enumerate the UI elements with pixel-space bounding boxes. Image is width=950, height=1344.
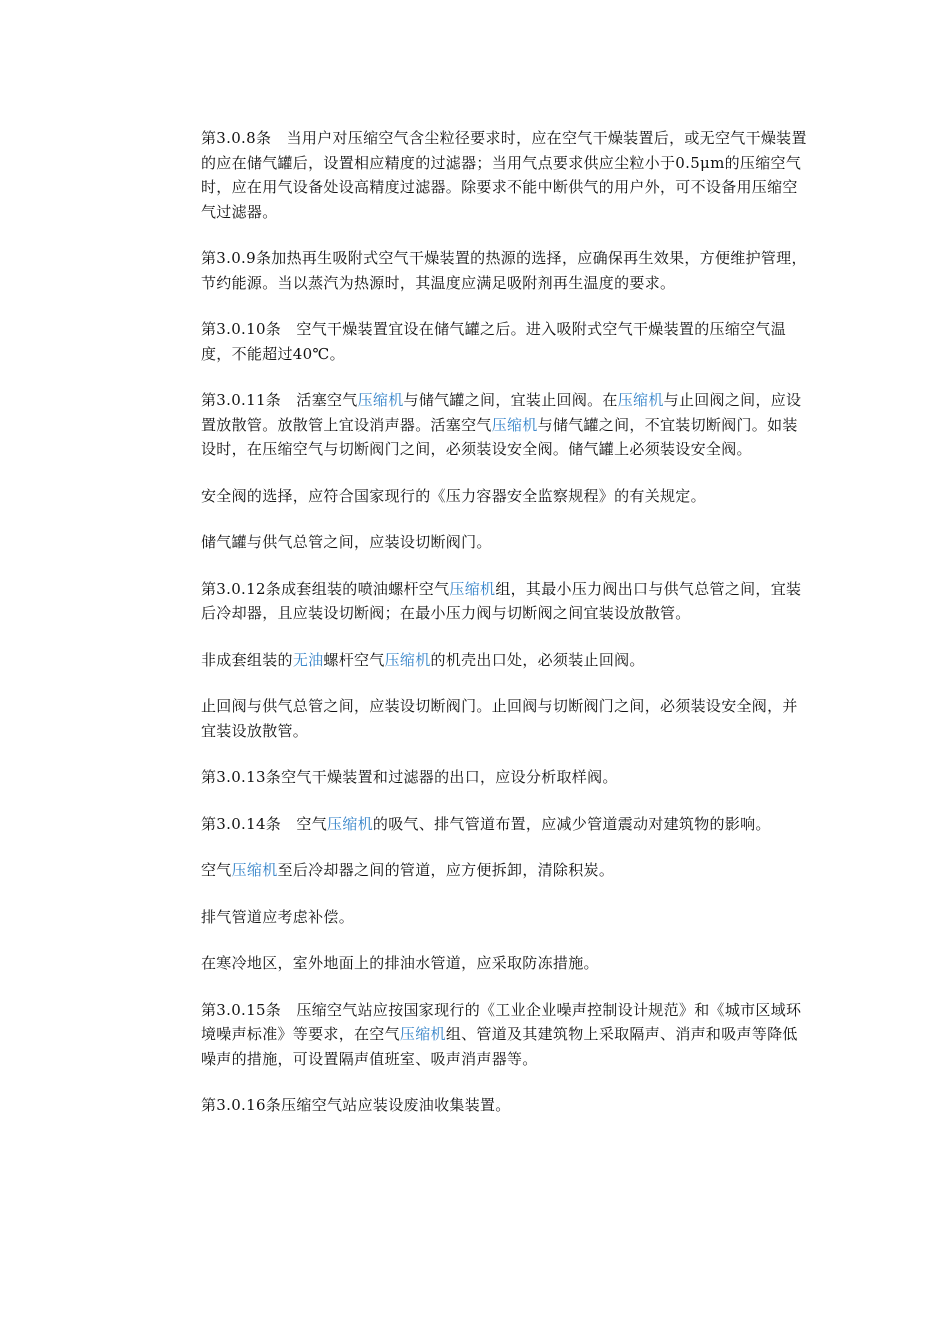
paragraph-text: 第3.0.8条 当用户对压缩空气含尘粒径要求时，应在空气干燥装置后，或无空气干燥装置的应在储气罐后，设置相应精度的过滤器；当用气点要求供应尘粒小于0.5μm的压缩空气时，应在用气设备处设高精度过滤器。除要求不能中断供气的用户外，可不设备用压缩空气过滤器。: [201, 129, 807, 221]
paragraph: [201, 317, 811, 366]
paragraph: [201, 765, 811, 790]
paragraph-text: 的吸气、排气管道布置，应减少管道震动对建筑物的影响。: [372, 814, 771, 833]
paragraph: [201, 126, 811, 224]
hyperlink[interactable]: 压缩机: [357, 391, 404, 409]
hyperlink[interactable]: 压缩机: [491, 415, 538, 434]
paragraph-text: 安全阀的选择，应符合国家现行的《压力容器安全监察规程》的有关规定。: [201, 486, 706, 505]
hyperlink[interactable]: 压缩机: [617, 391, 664, 409]
hyperlink[interactable]: 压缩机: [384, 650, 431, 669]
paragraph-text: 第3.0.14条 空气: [201, 814, 328, 833]
paragraph-text: 第3.0.9条加热再生吸附式空气干燥装置的热源的选择，应确保再生效果，方便维护管理，节约能源。当以蒸汽为热源时，其温度应满足吸附剂再生温度的要求。: [201, 249, 807, 292]
paragraph: [201, 648, 811, 673]
hyperlink[interactable]: 压缩机: [449, 579, 496, 598]
paragraph: [201, 530, 811, 555]
paragraph: [201, 998, 811, 1072]
paragraph-text: 第3.0.16条压缩空气站应装设废油收集装置。: [201, 1096, 511, 1114]
paragraph: [201, 246, 811, 295]
hyperlink[interactable]: 压缩机: [399, 1025, 446, 1043]
document-body: [201, 126, 811, 1140]
hyperlink[interactable]: 压缩机: [231, 861, 278, 879]
paragraph: [201, 905, 811, 930]
paragraph-text: 第3.0.12条成套组装的喷油螺杆空气: [201, 579, 450, 598]
paragraph-text: 非成套组装的: [201, 650, 293, 669]
paragraph: [201, 388, 811, 462]
paragraph-text: 与止回阀之间，应设置放散管。放散管上宜设消声器。活塞空气: [201, 391, 802, 434]
paragraph: [201, 812, 811, 837]
paragraph-text: 空气: [201, 861, 232, 879]
paragraph-text: 第3.0.11条 活塞空气: [201, 391, 358, 409]
paragraph-text: 至后冷却器之间的管道，应方便拆卸，清除积炭。: [277, 861, 615, 879]
hyperlink[interactable]: 无油: [292, 650, 324, 669]
paragraph-text: 组、管道及其建筑物上采取隔声、消声和吸声等降低噪声的措施，可设置隔声值班室、吸声消声器等。: [201, 1025, 798, 1068]
paragraph: [201, 1093, 811, 1118]
paragraph-text: 在寒冷地区，室外地面上的排油水管道，应采取防冻措施。: [201, 954, 599, 972]
paragraph-text: 的机壳出口处，必须装止回阀。: [430, 650, 645, 669]
paragraph-text: 排气管道应考虑补偿。: [201, 907, 355, 926]
paragraph-text: 螺杆空气: [323, 650, 385, 669]
paragraph-text: 与储气罐之间，不宜装切断阀门。如装设时，在压缩空气与切断阀门之间，必须装设安全阀。储气罐上必须装设安全阀。: [201, 415, 798, 458]
paragraph-text: 组，其最小压力阀出口与供气总管之间，宜装后冷却器，且应装设切断阀；在最小压力阀与切断阀之间宜装设放散管。: [201, 579, 802, 622]
paragraph-text: 与储气罐之间，宜装止回阀。在: [403, 391, 618, 409]
paragraph-text: 第3.0.10条 空气干燥装置宜设在储气罐之后。进入吸附式空气干燥装置的压缩空气温度，不能超过40℃。: [201, 320, 787, 363]
paragraph-text: 止回阀与供气总管之间，应装设切断阀门。止回阀与切断阀门之间，必须装设安全阀，并宜装设放散管。: [201, 697, 798, 740]
paragraph: [201, 484, 811, 509]
hyperlink[interactable]: 压缩机: [327, 814, 373, 833]
paragraph-text: 第3.0.15条 压缩空气站应按国家现行的《工业企业噪声控制设计规范》和《城市区域环境噪声标准》等要求，在空气: [201, 1000, 802, 1043]
paragraph-text: 储气罐与供气总管之间，应装设切断阀门。: [201, 533, 492, 551]
paragraph: [201, 858, 811, 883]
paragraph-text: 第3.0.13条空气干燥装置和过滤器的出口，应设分析取样阀。: [201, 768, 618, 786]
paragraph: [201, 951, 811, 976]
paragraph: [201, 577, 811, 626]
paragraph: [201, 694, 811, 743]
